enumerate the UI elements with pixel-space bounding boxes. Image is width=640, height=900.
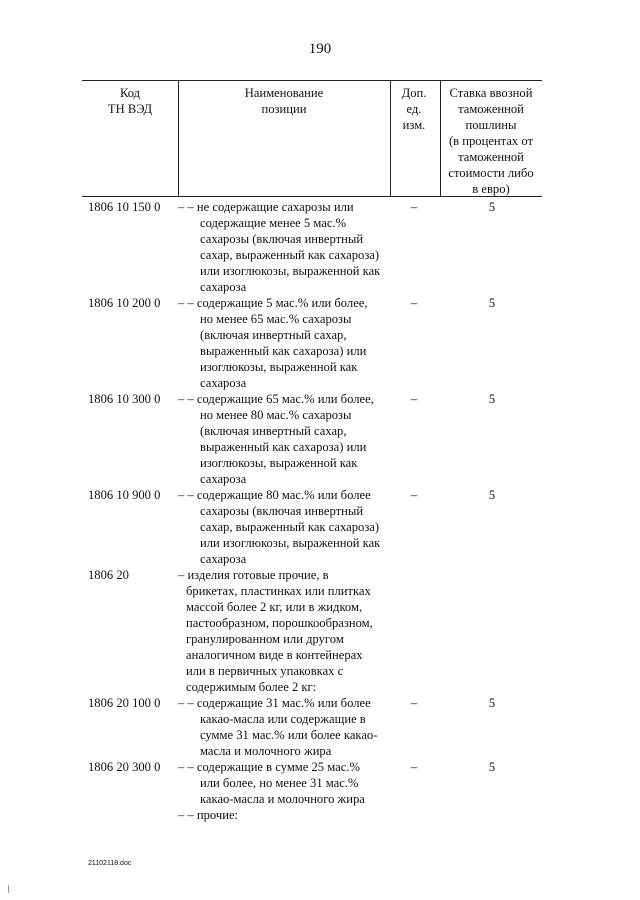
- row-description-line: гранулированном или другом: [186, 632, 344, 646]
- row-code: 1806 10 200 0: [88, 296, 161, 310]
- row-description-line: – – не содержащие сахарозы или: [178, 200, 354, 214]
- row-description-line: (включая инвертный сахар,: [200, 328, 347, 342]
- header-name-line: позиции: [261, 102, 307, 116]
- table-row: [0, 567, 640, 695]
- row-description-line: но менее 80 мас.% сахарозы: [200, 408, 352, 422]
- row-description: [178, 391, 390, 487]
- tariff-table-body: [0, 199, 640, 823]
- row-description-line: – – прочие:: [178, 808, 239, 822]
- row-description-line: аналогичном виде в контейнерах: [186, 648, 363, 662]
- footer-filename: 21102118.doc: [88, 860, 132, 867]
- column-divider-1: [178, 80, 179, 196]
- row-description-line: брикетах, пластинках или плитках: [186, 584, 371, 598]
- row-code: 1806 10 900 0: [88, 488, 161, 502]
- header-rate-line: (в процентах от: [448, 134, 534, 148]
- header-unit-line: Доп.: [401, 86, 427, 100]
- row-description-line: сумме 31 мас.% или более какао-: [200, 728, 378, 742]
- row-unit: –: [410, 760, 418, 774]
- row-description-line: – – содержащие 5 мас.% или более,: [178, 296, 368, 310]
- row-rate: 5: [488, 488, 496, 502]
- row-description-line: выраженный как сахароза) или: [200, 440, 367, 454]
- row-description-line: сахарозы (включая инвертный: [200, 232, 364, 246]
- row-description-line: сахароза: [200, 472, 247, 486]
- row-description-line: пастообразном, порошкообразном,: [186, 616, 373, 630]
- page-number: 190: [308, 41, 332, 57]
- row-description-line: (включая инвертный сахар,: [200, 424, 347, 438]
- header-rate-line: стоимости либо: [448, 166, 534, 180]
- row-description-line: содержимым более 2 кг:: [186, 680, 317, 694]
- row-description: [178, 199, 390, 295]
- header-code-line: ТН ВЭД: [107, 102, 153, 116]
- row-unit: –: [410, 200, 418, 214]
- row-description-line: или изоглюкозы, выраженной как: [200, 264, 381, 278]
- row-description-line: – – содержащие в сумме 25 мас.%: [178, 760, 360, 774]
- table-top-rule: [82, 80, 542, 81]
- row-description-line: масла и молочного жира: [200, 744, 332, 758]
- row-description-line: – изделия готовые прочие, в: [178, 568, 329, 582]
- row-rate: 5: [488, 696, 496, 710]
- margin-mark: [8, 885, 9, 893]
- row-description-line: содержащие менее 5 мас.%: [200, 216, 347, 230]
- row-description-line: – – содержащие 65 мас.% или более,: [178, 392, 374, 406]
- row-description-line: или более, но менее 31 мас.%: [200, 776, 359, 790]
- row-unit: –: [410, 488, 418, 502]
- header-code-line: Код: [119, 86, 141, 100]
- row-description-line: сахарозы (включая инвертный: [200, 504, 364, 518]
- header-unit-line: изм.: [402, 118, 426, 132]
- row-rate: 5: [488, 200, 496, 214]
- row-description: [178, 567, 390, 695]
- row-code: 1806 20: [88, 568, 129, 582]
- row-description: [178, 807, 390, 823]
- row-description-line: сахароза: [200, 552, 247, 566]
- header-unit-line: ед.: [406, 102, 422, 116]
- table-row: [0, 759, 640, 807]
- row-description-line: или в первичных упаковках с: [186, 664, 344, 678]
- header-name-line: Наименование: [244, 86, 324, 100]
- row-description-line: но менее 65 мас.% сахарозы: [200, 312, 352, 326]
- header-unit: [390, 85, 438, 133]
- row-description-line: выраженный как сахароза) или: [200, 344, 367, 358]
- row-unit: –: [410, 392, 418, 406]
- row-description: [178, 295, 390, 391]
- table-row: [0, 487, 640, 567]
- row-description-line: сахар, выраженный как сахароза): [200, 248, 380, 262]
- row-code: 1806 10 300 0: [88, 392, 161, 406]
- row-code: 1806 10 150 0: [88, 200, 161, 214]
- header-rate-line: таможенной: [458, 102, 524, 116]
- row-rate: 5: [488, 760, 496, 774]
- row-description-line: – – содержащие 31 мас.% или более: [178, 696, 371, 710]
- table-row: [0, 199, 640, 295]
- row-code: 1806 20 300 0: [88, 760, 161, 774]
- header-rate-line: в евро): [472, 182, 510, 196]
- header-rate-line: пошлины: [465, 118, 517, 132]
- row-description-line: сахароза: [200, 280, 247, 294]
- row-description-line: – – содержащие 80 мас.% или более: [178, 488, 371, 502]
- row-description-line: изоглюкозы, выраженной как: [200, 360, 358, 374]
- row-description: [178, 759, 390, 807]
- header-rate: [440, 85, 542, 197]
- header-code: [82, 85, 178, 117]
- row-description-line: массой более 2 кг, или в жидком,: [186, 600, 363, 614]
- row-description-line: изоглюкозы, выраженной как: [200, 456, 358, 470]
- table-row: [0, 807, 640, 823]
- row-code: 1806 20 100 0: [88, 696, 161, 710]
- row-description-line: сахар, выраженный как сахароза): [200, 520, 380, 534]
- row-description-line: или изоглюкозы, выраженной как: [200, 536, 381, 550]
- row-description-line: какао-масла или содержащие в: [200, 712, 366, 726]
- row-rate: 5: [488, 296, 496, 310]
- row-description-line: какао-масла и молочного жира: [200, 792, 365, 806]
- header-rate-line: Ставка ввозной: [449, 86, 533, 100]
- table-row: [0, 295, 640, 391]
- table-row: [0, 391, 640, 487]
- row-unit: –: [410, 696, 418, 710]
- table-row: [0, 695, 640, 759]
- row-description-line: сахароза: [200, 376, 247, 390]
- row-unit: –: [410, 296, 418, 310]
- row-rate: 5: [488, 392, 496, 406]
- row-description: [178, 695, 390, 759]
- header-rate-line: таможенной: [458, 150, 524, 164]
- header-name: [180, 85, 388, 117]
- row-description: [178, 487, 390, 567]
